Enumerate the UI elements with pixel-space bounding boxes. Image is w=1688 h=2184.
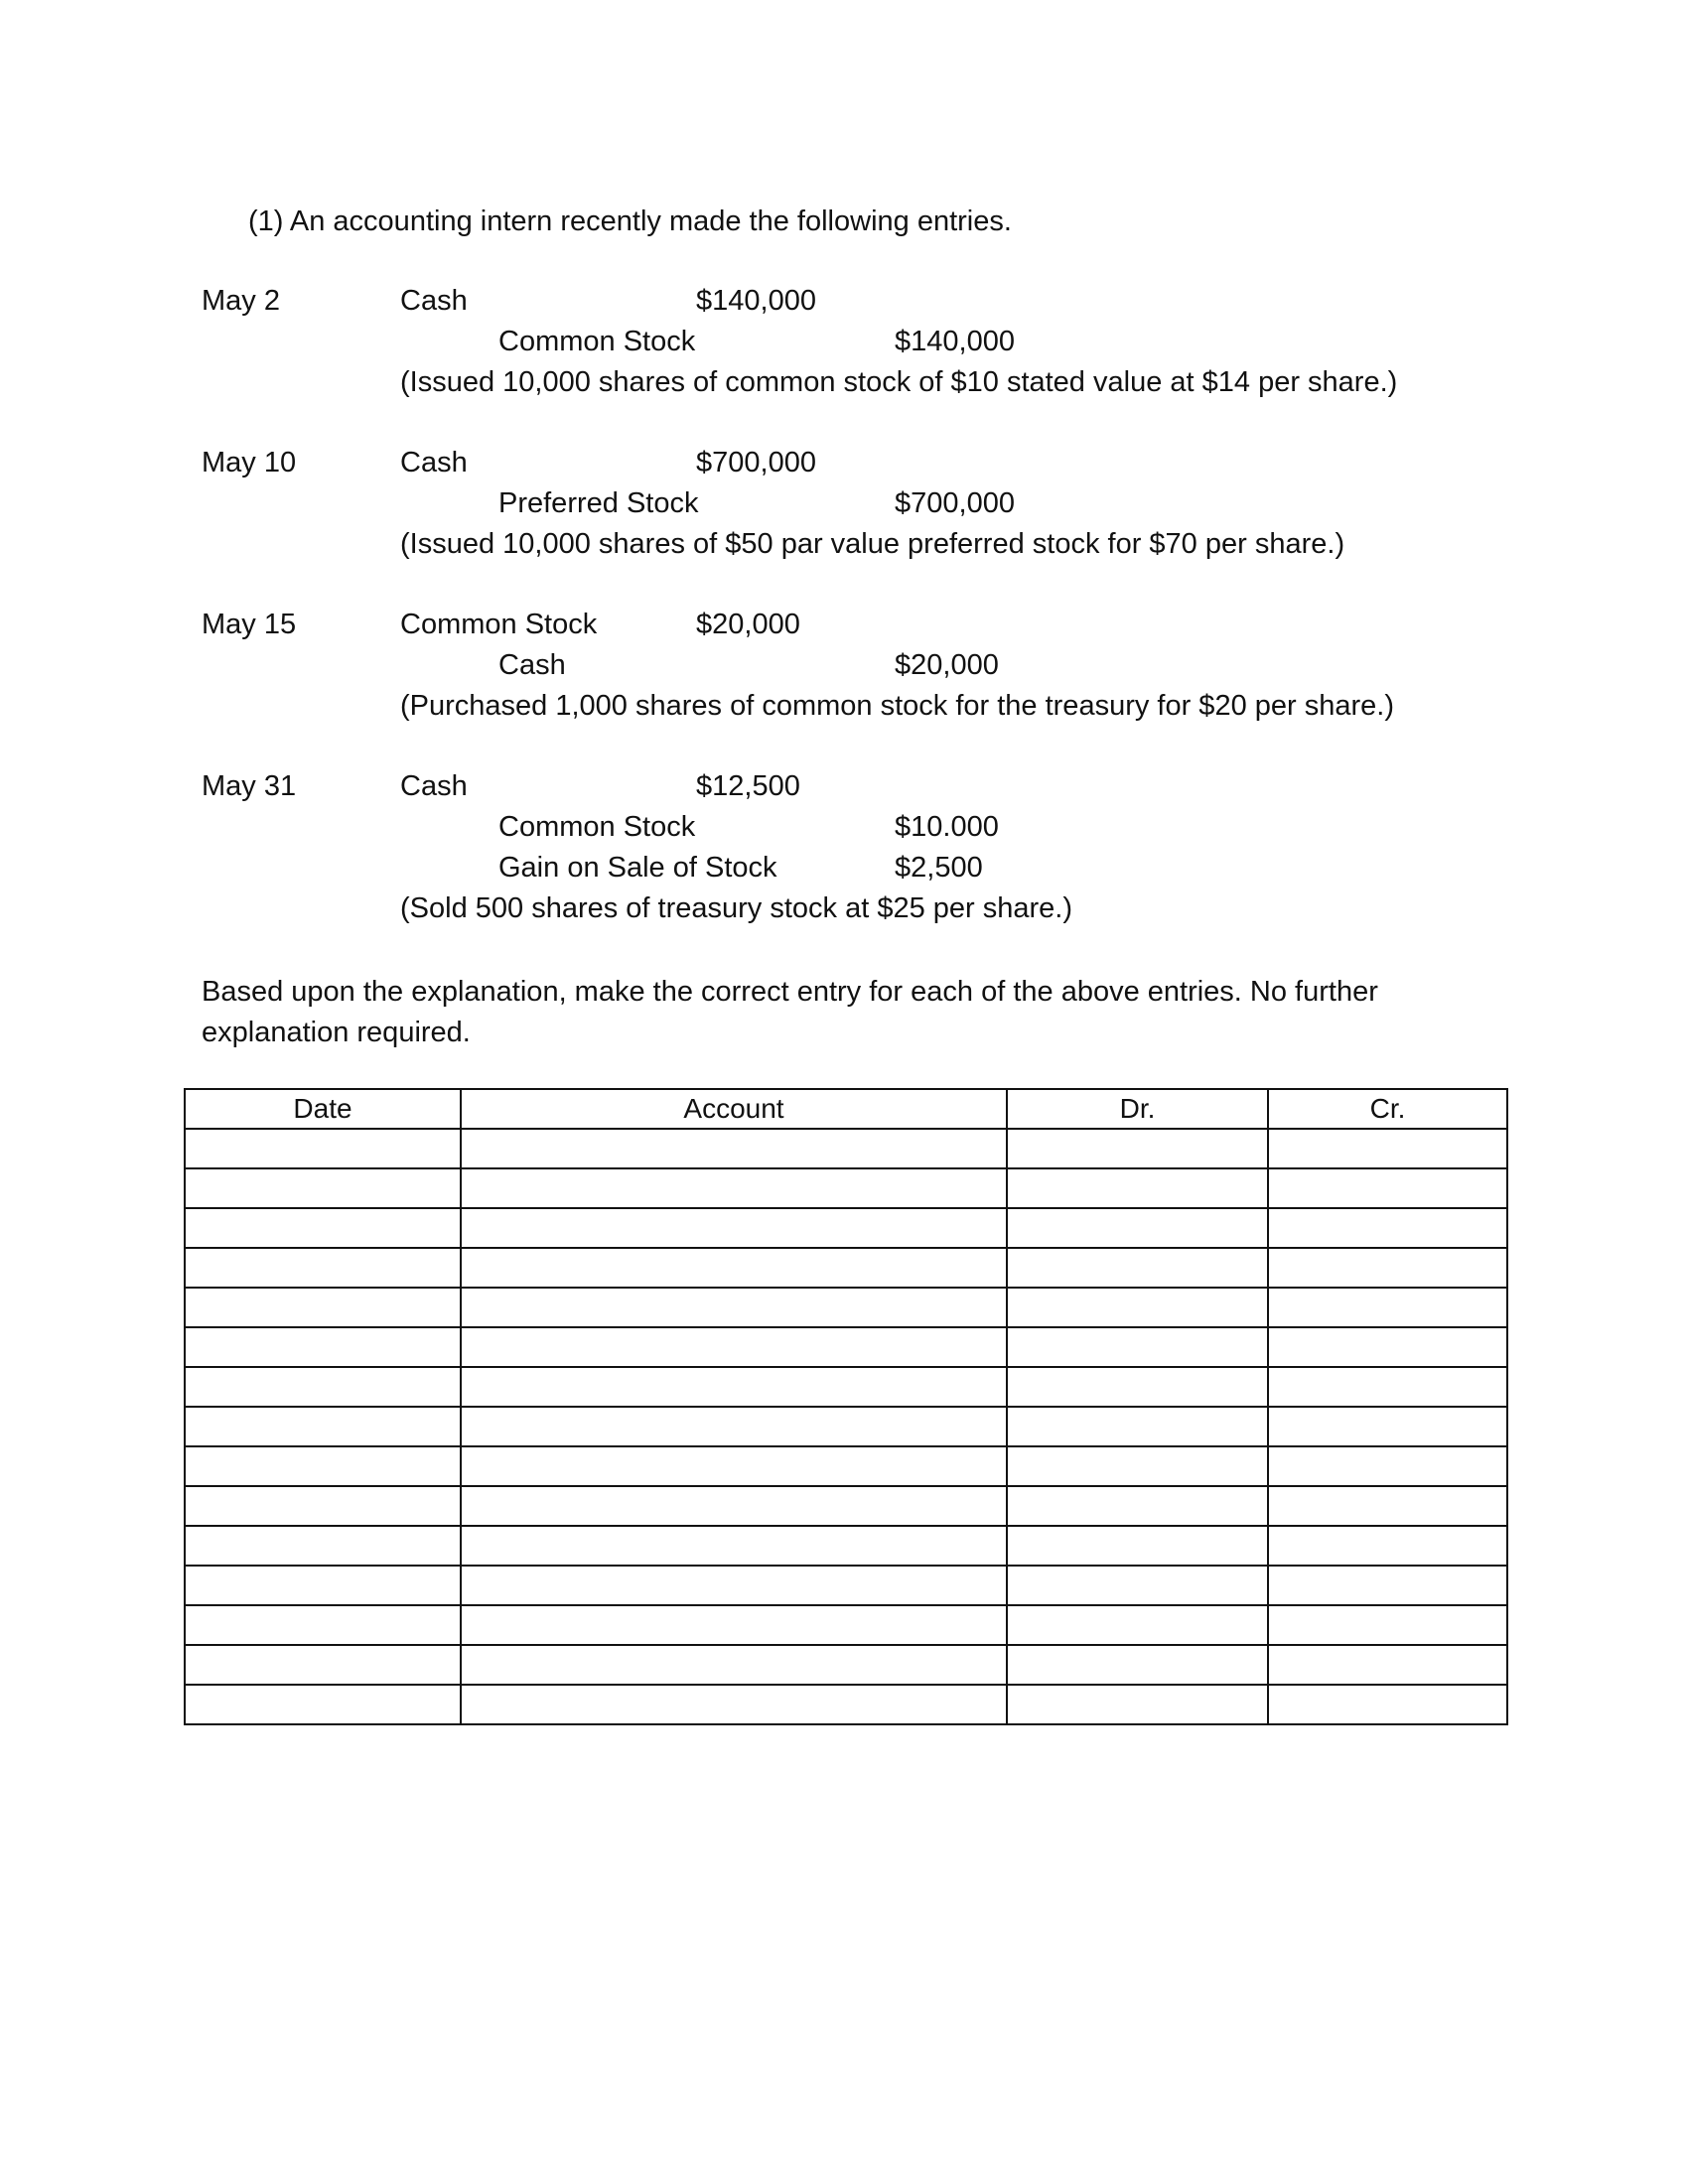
table-row bbox=[185, 1327, 1507, 1367]
date-cell[interactable] bbox=[185, 1486, 461, 1526]
date-cell[interactable] bbox=[185, 1327, 461, 1367]
credit-cell[interactable] bbox=[1268, 1288, 1507, 1327]
debit-cell[interactable] bbox=[1007, 1367, 1268, 1407]
credit-cell[interactable] bbox=[1268, 1367, 1507, 1407]
credit-account: Common Stock bbox=[498, 326, 696, 357]
credit-cell[interactable] bbox=[1268, 1685, 1507, 1724]
date-cell[interactable] bbox=[185, 1129, 461, 1168]
debit-amount: $700,000 bbox=[696, 447, 816, 478]
table-row bbox=[185, 1566, 1507, 1605]
date-cell[interactable] bbox=[185, 1288, 461, 1327]
journal-body bbox=[185, 1129, 1507, 1724]
account-cell[interactable] bbox=[461, 1129, 1007, 1168]
date-cell[interactable] bbox=[185, 1566, 461, 1605]
table-row bbox=[185, 1486, 1507, 1526]
date-cell[interactable] bbox=[185, 1208, 461, 1248]
credit-cell[interactable] bbox=[1268, 1168, 1507, 1208]
entry-date: May 31 bbox=[202, 770, 297, 802]
debit-amount: $20,000 bbox=[696, 609, 800, 640]
credit-cell[interactable] bbox=[1268, 1486, 1507, 1526]
debit-cell[interactable] bbox=[1007, 1605, 1268, 1645]
account-cell[interactable] bbox=[461, 1248, 1007, 1288]
table-row bbox=[185, 1288, 1507, 1327]
credit-amount: $10.000 bbox=[895, 811, 999, 843]
date-cell[interactable] bbox=[185, 1248, 461, 1288]
journal-entry-may-2 bbox=[0, 284, 1688, 443]
debit-cell[interactable] bbox=[1007, 1407, 1268, 1446]
entry-explanation: (Sold 500 shares of treasury stock at $25 per share.) bbox=[400, 892, 1073, 924]
column-header-credit: Cr. bbox=[1268, 1089, 1507, 1129]
account-cell[interactable] bbox=[461, 1367, 1007, 1407]
debit-cell[interactable] bbox=[1007, 1288, 1268, 1327]
date-cell[interactable] bbox=[185, 1367, 461, 1407]
account-cell[interactable] bbox=[461, 1566, 1007, 1605]
table-row bbox=[185, 1685, 1507, 1724]
problem-intro: (1) An accounting intern recently made the following entries. bbox=[248, 205, 1012, 237]
debit-cell[interactable] bbox=[1007, 1168, 1268, 1208]
account-cell[interactable] bbox=[461, 1645, 1007, 1685]
column-header-debit: Dr. bbox=[1007, 1089, 1268, 1129]
table-row bbox=[185, 1168, 1507, 1208]
credit-account: Cash bbox=[498, 649, 566, 681]
debit-cell[interactable] bbox=[1007, 1446, 1268, 1486]
credit-cell[interactable] bbox=[1268, 1645, 1507, 1685]
credit-cell[interactable] bbox=[1268, 1208, 1507, 1248]
table-row bbox=[185, 1605, 1507, 1645]
table-row bbox=[185, 1526, 1507, 1566]
debit-cell[interactable] bbox=[1007, 1566, 1268, 1605]
debit-account: Common Stock bbox=[400, 609, 598, 640]
date-cell[interactable] bbox=[185, 1446, 461, 1486]
credit-cell[interactable] bbox=[1268, 1526, 1507, 1566]
credit-cell[interactable] bbox=[1268, 1446, 1507, 1486]
table-row bbox=[185, 1367, 1507, 1407]
debit-cell[interactable] bbox=[1007, 1129, 1268, 1168]
debit-cell[interactable] bbox=[1007, 1645, 1268, 1685]
column-header-account: Account bbox=[461, 1089, 1007, 1129]
entry-date: May 10 bbox=[202, 447, 297, 478]
entry-date: May 15 bbox=[202, 609, 297, 640]
column-header-date: Date bbox=[185, 1089, 461, 1129]
debit-cell[interactable] bbox=[1007, 1526, 1268, 1566]
account-cell[interactable] bbox=[461, 1446, 1007, 1486]
credit-cell[interactable] bbox=[1268, 1605, 1507, 1645]
account-cell[interactable] bbox=[461, 1208, 1007, 1248]
credit-cell[interactable] bbox=[1268, 1407, 1507, 1446]
credit-amount: $20,000 bbox=[895, 649, 999, 681]
credit-cell[interactable] bbox=[1268, 1248, 1507, 1288]
table-row bbox=[185, 1446, 1507, 1486]
entry-date: May 2 bbox=[202, 285, 280, 317]
account-cell[interactable] bbox=[461, 1168, 1007, 1208]
table-row bbox=[185, 1208, 1507, 1248]
credit-cell[interactable] bbox=[1268, 1566, 1507, 1605]
debit-cell[interactable] bbox=[1007, 1208, 1268, 1248]
credit-cell[interactable] bbox=[1268, 1129, 1507, 1168]
debit-amount: $140,000 bbox=[696, 285, 816, 317]
date-cell[interactable] bbox=[185, 1645, 461, 1685]
account-cell[interactable] bbox=[461, 1327, 1007, 1367]
table-row bbox=[185, 1645, 1507, 1685]
journal-entry-may-31 bbox=[0, 769, 1688, 968]
account-cell[interactable] bbox=[461, 1685, 1007, 1724]
credit-account: Preferred Stock bbox=[498, 487, 699, 519]
debit-cell[interactable] bbox=[1007, 1327, 1268, 1367]
entry-explanation: (Purchased 1,000 shares of common stock for the treasury for $20 per share.) bbox=[400, 690, 1394, 722]
account-cell[interactable] bbox=[461, 1288, 1007, 1327]
credit-amount: $700,000 bbox=[895, 487, 1015, 519]
table-row bbox=[185, 1407, 1507, 1446]
debit-amount: $12,500 bbox=[696, 770, 800, 802]
entry-explanation: (Issued 10,000 shares of $50 par value preferred stock for $70 per share.) bbox=[400, 528, 1345, 560]
debit-cell[interactable] bbox=[1007, 1486, 1268, 1526]
debit-account: Cash bbox=[400, 447, 468, 478]
account-cell[interactable] bbox=[461, 1486, 1007, 1526]
credit-amount: $2,500 bbox=[895, 852, 983, 884]
table-row bbox=[185, 1248, 1507, 1288]
entry-explanation: (Issued 10,000 shares of common stock of $10 stated value at $14 per share.) bbox=[400, 366, 1398, 398]
debit-account: Cash bbox=[400, 770, 468, 802]
credit-amount: $140,000 bbox=[895, 326, 1015, 357]
journal-entry-may-15 bbox=[0, 608, 1688, 766]
answer-journal-table bbox=[184, 1088, 1508, 1725]
date-cell[interactable] bbox=[185, 1685, 461, 1724]
date-cell[interactable] bbox=[185, 1407, 461, 1446]
credit-cell[interactable] bbox=[1268, 1327, 1507, 1367]
credit-account: Gain on Sale of Stock bbox=[498, 852, 777, 884]
debit-account: Cash bbox=[400, 285, 468, 317]
date-cell[interactable] bbox=[185, 1526, 461, 1566]
table-header-row bbox=[185, 1089, 1507, 1129]
instructions-text: Based upon the explanation, make the correct entry for each of the above entries. No further explanation required. bbox=[202, 976, 1378, 1048]
date-cell[interactable] bbox=[185, 1605, 461, 1645]
table-row bbox=[185, 1129, 1507, 1168]
account-cell[interactable] bbox=[461, 1605, 1007, 1645]
debit-cell[interactable] bbox=[1007, 1248, 1268, 1288]
date-cell[interactable] bbox=[185, 1168, 461, 1208]
account-cell[interactable] bbox=[461, 1407, 1007, 1446]
debit-cell[interactable] bbox=[1007, 1685, 1268, 1724]
account-cell[interactable] bbox=[461, 1526, 1007, 1566]
credit-account: Common Stock bbox=[498, 811, 696, 843]
journal-entry-may-10 bbox=[0, 446, 1688, 605]
